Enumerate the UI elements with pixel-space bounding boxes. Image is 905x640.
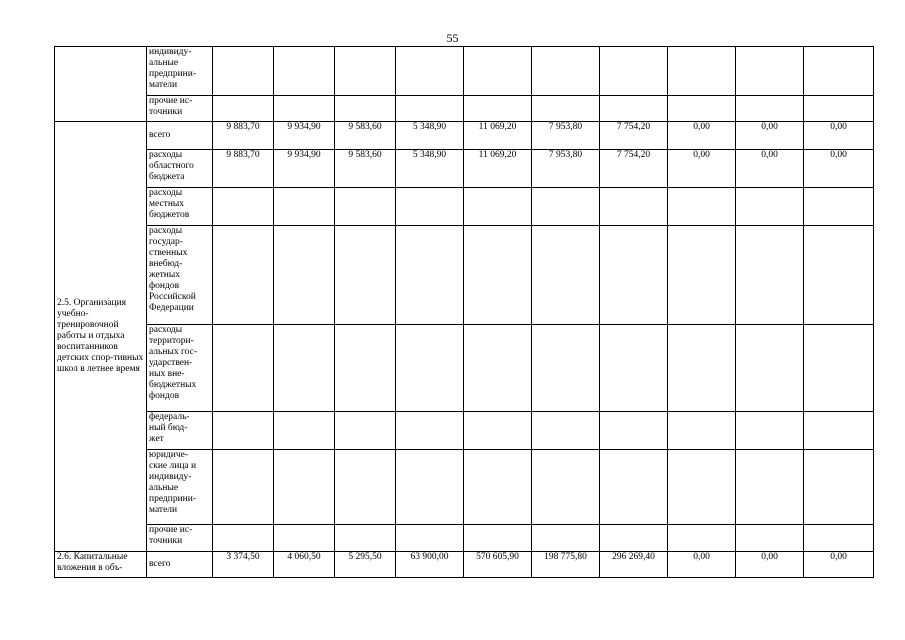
amount-cell: 7 953,80 [532,150,600,188]
amount-cell [736,47,804,96]
amount-cell [396,226,464,325]
amount-cell [668,325,736,412]
amount-cell [532,47,600,96]
amount-cell [532,450,600,525]
funding-source-label: всего [149,130,171,140]
table-row [55,188,874,226]
amount-cell [736,226,804,325]
amount-cell [804,450,874,525]
amount-cell [464,188,532,226]
amount-cell [600,96,668,122]
amount-cell [335,525,396,552]
amount-cell: 0,00 [668,552,736,578]
amount-cell [213,188,274,226]
funding-source-cell [147,150,213,188]
amount-cell: 570 605,90 [464,552,532,578]
amount-cell [532,96,600,122]
amount-cell: 7 754,20 [600,150,668,188]
amount-cell [668,525,736,552]
amount-cell: 11 069,20 [464,150,532,188]
table-row [55,450,874,525]
amount-cell [464,226,532,325]
amount-cell [274,525,335,552]
amount-cell [668,450,736,525]
amount-cell [335,412,396,450]
funding-source-label: индивиду- альные предприни- матели [149,47,197,90]
amount-cell [600,188,668,226]
section-cell [55,47,147,122]
amount-cell [274,47,335,96]
amount-cell: 0,00 [736,552,804,578]
amount-cell [600,47,668,96]
amount-cell: 0,00 [668,150,736,188]
amount-cell [464,412,532,450]
budget-table [54,46,874,578]
funding-source-cell [147,525,213,552]
amount-cell: 0,00 [736,122,804,150]
amount-cell: 5 348,90 [396,150,464,188]
table-row [55,122,874,150]
funding-source-cell [147,325,213,412]
amount-cell: 9 934,90 [274,122,335,150]
amount-cell [804,525,874,552]
amount-cell [532,325,600,412]
amount-cell [668,226,736,325]
funding-source-label: расходы областного бюджета [149,150,194,182]
funding-source-label: юридиче- ские лица и индивиду- альные предприни- матели [149,450,197,515]
funding-source-cell [147,412,213,450]
amount-cell: 4 060,50 [274,552,335,578]
amount-cell [464,47,532,96]
amount-cell [668,96,736,122]
table-body [55,47,874,578]
amount-cell [396,525,464,552]
amount-cell [804,325,874,412]
amount-cell [274,96,335,122]
amount-cell: 11 069,20 [464,122,532,150]
amount-cell [532,226,600,325]
amount-cell [532,412,600,450]
amount-cell [668,188,736,226]
amount-cell: 0,00 [668,122,736,150]
amount-cell: 9 934,90 [274,150,335,188]
amount-cell [396,47,464,96]
amount-cell [213,412,274,450]
table-row [55,47,874,96]
amount-cell [804,412,874,450]
funding-source-cell [147,188,213,226]
amount-cell [736,325,804,412]
amount-cell [600,525,668,552]
funding-source-label: всего [149,559,171,569]
amount-cell: 3 374,50 [213,552,274,578]
section-name: 2.6. Капитальные вложения в объ- [57,552,128,573]
amount-cell: 9 883,70 [213,122,274,150]
amount-cell: 5 295,50 [335,552,396,578]
funding-source-label: расходы местных бюджетов [149,188,190,220]
amount-cell [335,96,396,122]
amount-cell [396,325,464,412]
amount-cell: 7 953,80 [532,122,600,150]
funding-source-label: расходы государ- ственных внебюд- жетных фондов Российской Федерации [149,226,196,313]
amount-cell: 5 348,90 [396,122,464,150]
amount-cell [600,325,668,412]
amount-cell [274,188,335,226]
table-row [55,412,874,450]
amount-cell [736,525,804,552]
amount-cell [736,450,804,525]
amount-cell [274,412,335,450]
table-row [55,552,874,578]
amount-cell [464,525,532,552]
table-row [55,525,874,552]
amount-cell [335,450,396,525]
table-row [55,226,874,325]
amount-cell: 0,00 [804,552,874,578]
funding-source-cell [147,552,213,578]
amount-cell: 0,00 [804,150,874,188]
amount-cell: 0,00 [736,150,804,188]
amount-cell [532,188,600,226]
amount-cell: 9 583,60 [335,122,396,150]
amount-cell [213,450,274,525]
amount-cell [396,450,464,525]
amount-cell [213,47,274,96]
amount-cell [804,96,874,122]
amount-cell [804,188,874,226]
amount-cell [213,525,274,552]
amount-cell [274,226,335,325]
amount-cell [668,412,736,450]
amount-cell [464,96,532,122]
amount-cell [274,325,335,412]
amount-cell [396,188,464,226]
amount-cell: 9 583,60 [335,150,396,188]
amount-cell [804,226,874,325]
amount-cell [668,47,736,96]
amount-cell [532,525,600,552]
funding-source-cell [147,47,213,96]
amount-cell: 9 883,70 [213,150,274,188]
section-cell [55,122,147,552]
amount-cell [464,325,532,412]
funding-source-label: прочие ис- точники [149,96,193,117]
page-number: 55 [446,31,459,45]
amount-cell: 198 775,80 [532,552,600,578]
amount-cell: 0,00 [804,122,874,150]
amount-cell [600,226,668,325]
amount-cell [335,47,396,96]
table-row [55,325,874,412]
amount-cell [736,412,804,450]
amount-cell [736,96,804,122]
amount-cell [804,47,874,96]
amount-cell [213,325,274,412]
amount-cell: 7 754,20 [600,122,668,150]
amount-cell [274,450,335,525]
funding-source-label: прочие ис- точники [149,525,193,546]
amount-cell [213,226,274,325]
table-row [55,150,874,188]
table-row [55,96,874,122]
funding-source-cell [147,122,213,150]
amount-cell [736,188,804,226]
amount-cell [464,450,532,525]
funding-source-label: федераль- ный бюд- жет [149,412,190,444]
amount-cell: 296 269,40 [600,552,668,578]
funding-source-label: расходы территори- альных гос- ударствен- ных вне- бюджетных фондов [149,325,197,401]
section-cell [55,552,147,578]
section-name: 2.5. Организация учебно-тренировочной работы и отдыха воспитанников детских спор-тивных школ в летнее время [57,298,144,374]
amount-cell [396,412,464,450]
amount-cell: 63 900,00 [396,552,464,578]
amount-cell [396,96,464,122]
amount-cell [335,325,396,412]
funding-source-cell [147,226,213,325]
funding-source-cell [147,450,213,525]
funding-source-cell [147,96,213,122]
amount-cell [600,412,668,450]
amount-cell [335,226,396,325]
amount-cell [335,188,396,226]
amount-cell [213,96,274,122]
amount-cell [600,450,668,525]
